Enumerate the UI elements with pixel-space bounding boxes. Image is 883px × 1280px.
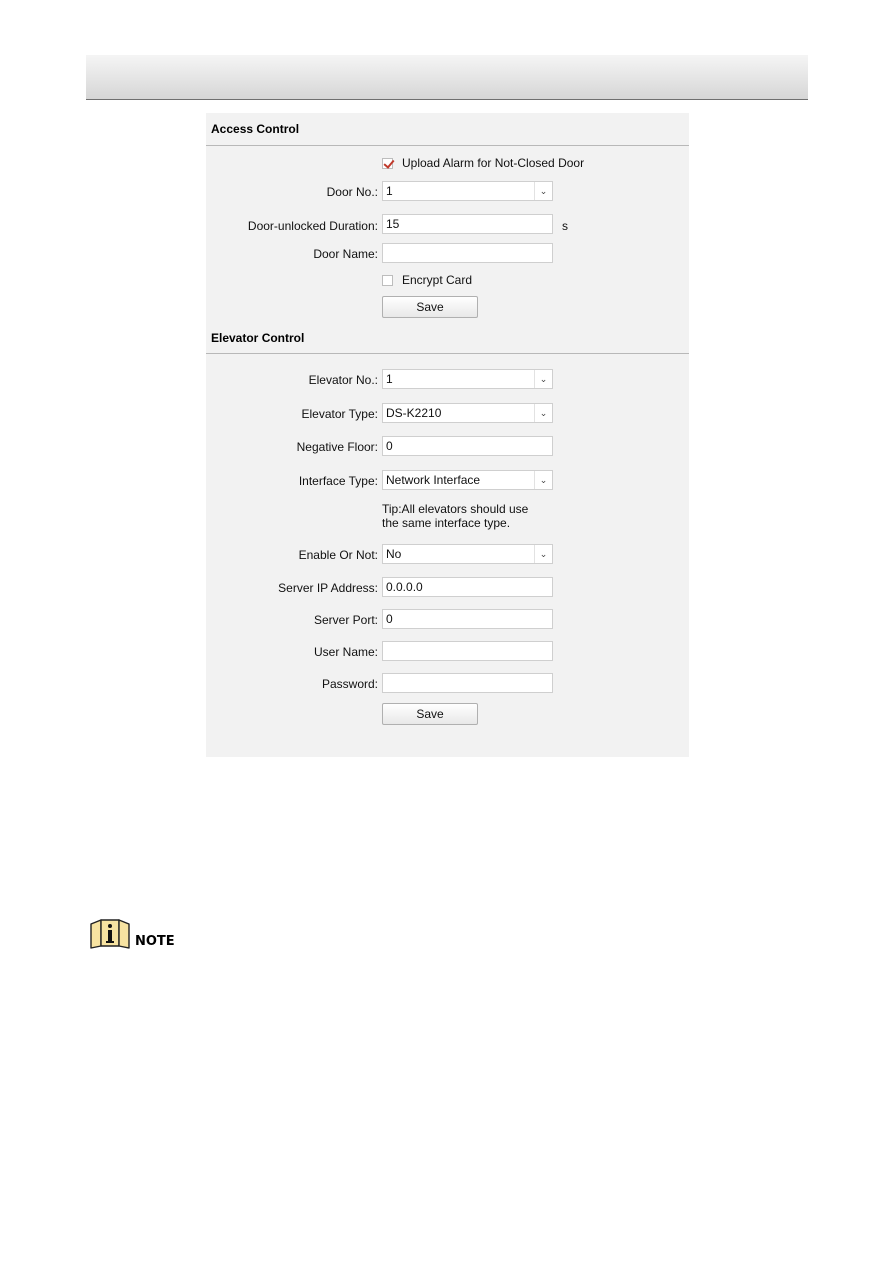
elevator-type-label: Elevator Type: xyxy=(301,407,378,421)
interface-tip xyxy=(382,502,528,530)
elevator-type-value: DS-K2210 xyxy=(386,406,442,420)
duration-unit: s xyxy=(562,219,568,233)
enable-or-not-label: Enable Or Not: xyxy=(298,548,378,562)
interface-type-value: Network Interface xyxy=(386,473,481,487)
interface-type-label: Interface Type: xyxy=(298,474,378,488)
server-port-value: 0 xyxy=(386,612,393,626)
encrypt-card-label: Encrypt Card xyxy=(402,273,473,287)
chevron-down-icon[interactable]: ⌄ xyxy=(534,404,552,422)
server-port-label: Server Port: xyxy=(313,613,378,627)
interface-type-select[interactable] xyxy=(382,470,553,490)
negative-floor-label: Negative Floor: xyxy=(296,440,378,454)
door-unlocked-duration-input[interactable] xyxy=(382,214,553,234)
door-no-value: 1 xyxy=(386,184,393,198)
server-port-input[interactable] xyxy=(382,609,553,629)
document-header-bar xyxy=(86,55,808,100)
note-info-icon xyxy=(89,918,132,950)
access-control-title: Access Control xyxy=(211,122,300,136)
tip-line-2: the same interface type. xyxy=(382,516,511,530)
door-no-select[interactable] xyxy=(382,181,553,201)
chevron-down-icon[interactable]: ⌄ xyxy=(534,471,552,489)
encrypt-card-checkbox[interactable] xyxy=(382,275,393,286)
section-divider xyxy=(206,145,689,146)
upload-alarm-label: Upload Alarm for Not-Closed Door xyxy=(402,156,585,170)
user-name-input[interactable] xyxy=(382,641,553,661)
door-unlocked-duration-value: 15 xyxy=(386,217,400,231)
elevator-type-select[interactable] xyxy=(382,403,553,423)
elevator-control-title: Elevator Control xyxy=(211,331,305,345)
note-label: NOTE xyxy=(135,934,175,949)
user-name-label: User Name: xyxy=(313,645,378,659)
negative-floor-value: 0 xyxy=(386,439,393,453)
elevator-save-button[interactable]: Save xyxy=(382,703,478,725)
elevator-no-select[interactable] xyxy=(382,369,553,389)
enable-or-not-value: No xyxy=(386,547,402,561)
access-save-button[interactable]: Save xyxy=(382,296,478,318)
chevron-down-icon[interactable]: ⌄ xyxy=(534,545,552,563)
password-input[interactable] xyxy=(382,673,553,693)
elevator-no-value: 1 xyxy=(386,372,393,386)
section-divider xyxy=(206,353,689,354)
door-name-input[interactable] xyxy=(382,243,553,263)
password-label: Password: xyxy=(321,677,378,691)
server-ip-label: Server IP Address: xyxy=(278,581,378,595)
upload-alarm-checkbox[interactable] xyxy=(382,158,393,169)
elevator-no-label: Elevator No.: xyxy=(308,373,378,387)
door-name-label: Door Name: xyxy=(313,247,378,261)
enable-or-not-select[interactable] xyxy=(382,544,553,564)
chevron-down-icon[interactable]: ⌄ xyxy=(534,182,552,200)
upload-alarm-checkbox-row[interactable] xyxy=(382,156,584,170)
settings-panel xyxy=(206,113,689,757)
chevron-down-icon[interactable]: ⌄ xyxy=(534,370,552,388)
tip-line-1: Tip:All elevators should use xyxy=(382,502,529,516)
note-block xyxy=(89,918,175,950)
server-ip-value: 0.0.0.0 xyxy=(386,580,423,594)
negative-floor-input[interactable] xyxy=(382,436,553,456)
door-unlocked-duration-label: Door-unlocked Duration: xyxy=(247,219,378,233)
server-ip-input[interactable] xyxy=(382,577,553,597)
door-no-label: Door No.: xyxy=(326,185,378,199)
encrypt-card-checkbox-row[interactable] xyxy=(382,273,472,287)
